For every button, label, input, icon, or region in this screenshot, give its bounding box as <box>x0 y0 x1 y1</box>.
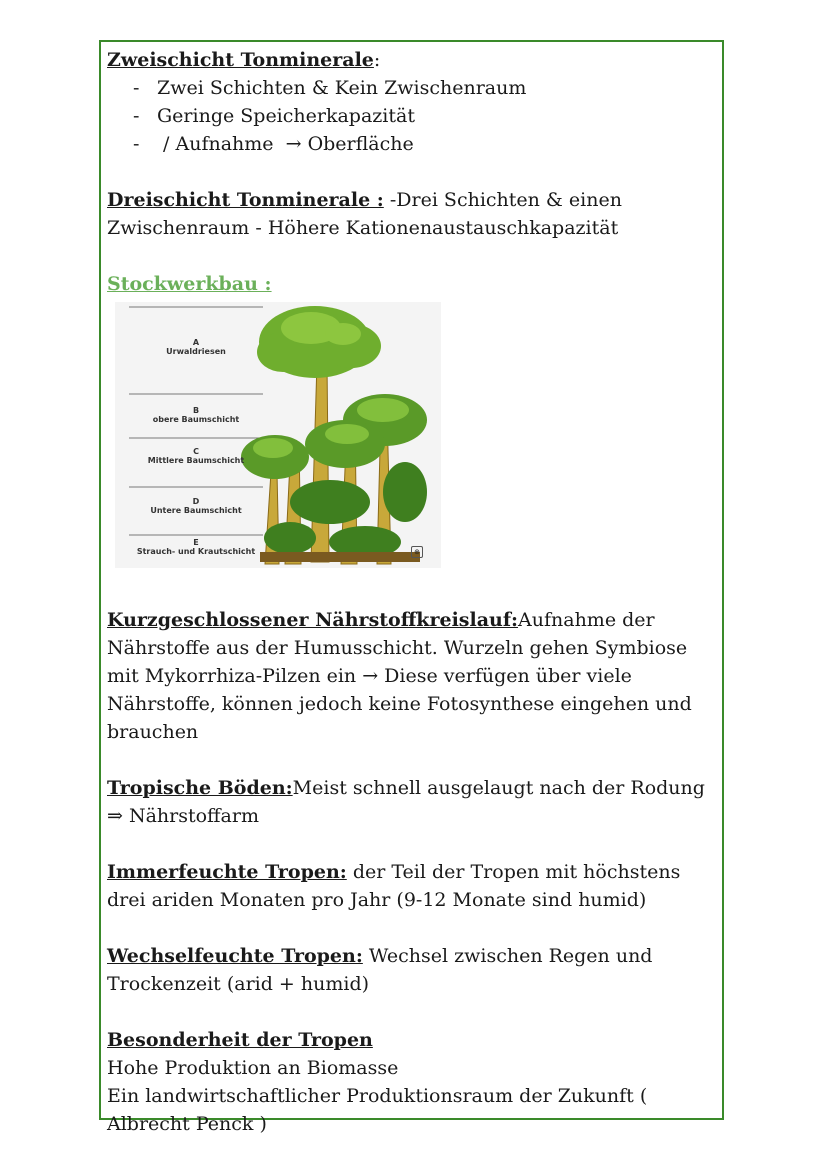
immerfeucht-title: Immerfeuchte Tropen: <box>107 861 347 883</box>
zweischicht-title: Zweischicht Tonminerale <box>107 49 374 71</box>
zweischicht-list <box>107 74 719 158</box>
kreislauf-paragraph: Kurzgeschlossener Nährstoffkreislauf:Aufnahme der Nährstoffe aus der Humusschicht. Wurzeln gehen Symbiose mit Mykorrhiza-Pilzen ein → Diese verfügen über viele Nährstoffe, können jedoch keine Fotosynthese eingehen und brauchen <box>107 609 692 743</box>
list-item: - Zwei Schichten & Kein Zwischenraum <box>133 74 719 102</box>
besonderheit-line: Albrecht Penck ) <box>107 1113 267 1135</box>
list-item: - Geringe Speicherkapazität <box>133 102 719 130</box>
stockwerkbau-heading <box>107 270 719 298</box>
boeden-paragraph: Tropische Böden:Meist schnell ausgelaugt nach der Rodung ⇒ Nährstoffarm <box>107 777 705 827</box>
kreislauf-title: Kurzgeschlossener Nährstoffkreislauf: <box>107 609 519 631</box>
wechselfeucht-title: Wechselfeuchte Tropen: <box>107 945 363 967</box>
dreischicht-paragraph: Dreischicht Tonminerale : -Drei Schichten & einen Zwischenraum - Höhere Kationenaustauschkapazität <box>107 189 622 239</box>
wechselfeucht-paragraph: Wechselfeuchte Tropen: Wechsel zwischen Regen und Trockenzeit (arid + humid) <box>107 945 653 995</box>
immerfeucht-paragraph: Immerfeuchte Tropen: der Teil der Tropen mit höchstens drei ariden Monaten pro Jahr (9-12 Monate sind humid) <box>107 861 681 911</box>
document-body <box>107 46 719 1138</box>
layer-label-b: B obere Baumschicht <box>152 406 240 424</box>
zoom-icon[interactable]: ⊕ <box>411 546 423 558</box>
layer-label-d: D Untere Baumschicht <box>150 497 242 515</box>
layer-label-a: A Urwaldriesen <box>166 338 226 356</box>
dreischicht-title: Dreischicht Tonminerale : <box>107 189 384 211</box>
besonderheit-title: Besonderheit der Tropen <box>107 1029 373 1051</box>
besonderheit-line: Hohe Produktion an Biomasse <box>107 1057 399 1079</box>
list-item: - / Aufnahme → Oberfläche <box>133 130 719 158</box>
layer-label-e: E Strauch- und Krautschicht <box>136 538 256 556</box>
rainforest-layers-figure <box>115 302 441 568</box>
layer-label-c: C Mittlere Baumschicht <box>147 447 245 465</box>
stockwerkbau-title: Stockwerkbau : <box>107 273 272 295</box>
besonderheit-line: Ein landwirtschaftlicher Produktionsraum der Zukunft ( <box>107 1085 648 1107</box>
boeden-title: Tropische Böden: <box>107 777 293 799</box>
besonderheit-heading <box>107 1026 719 1054</box>
zweischicht-heading: Zweischicht Tonminerale: <box>107 49 381 71</box>
